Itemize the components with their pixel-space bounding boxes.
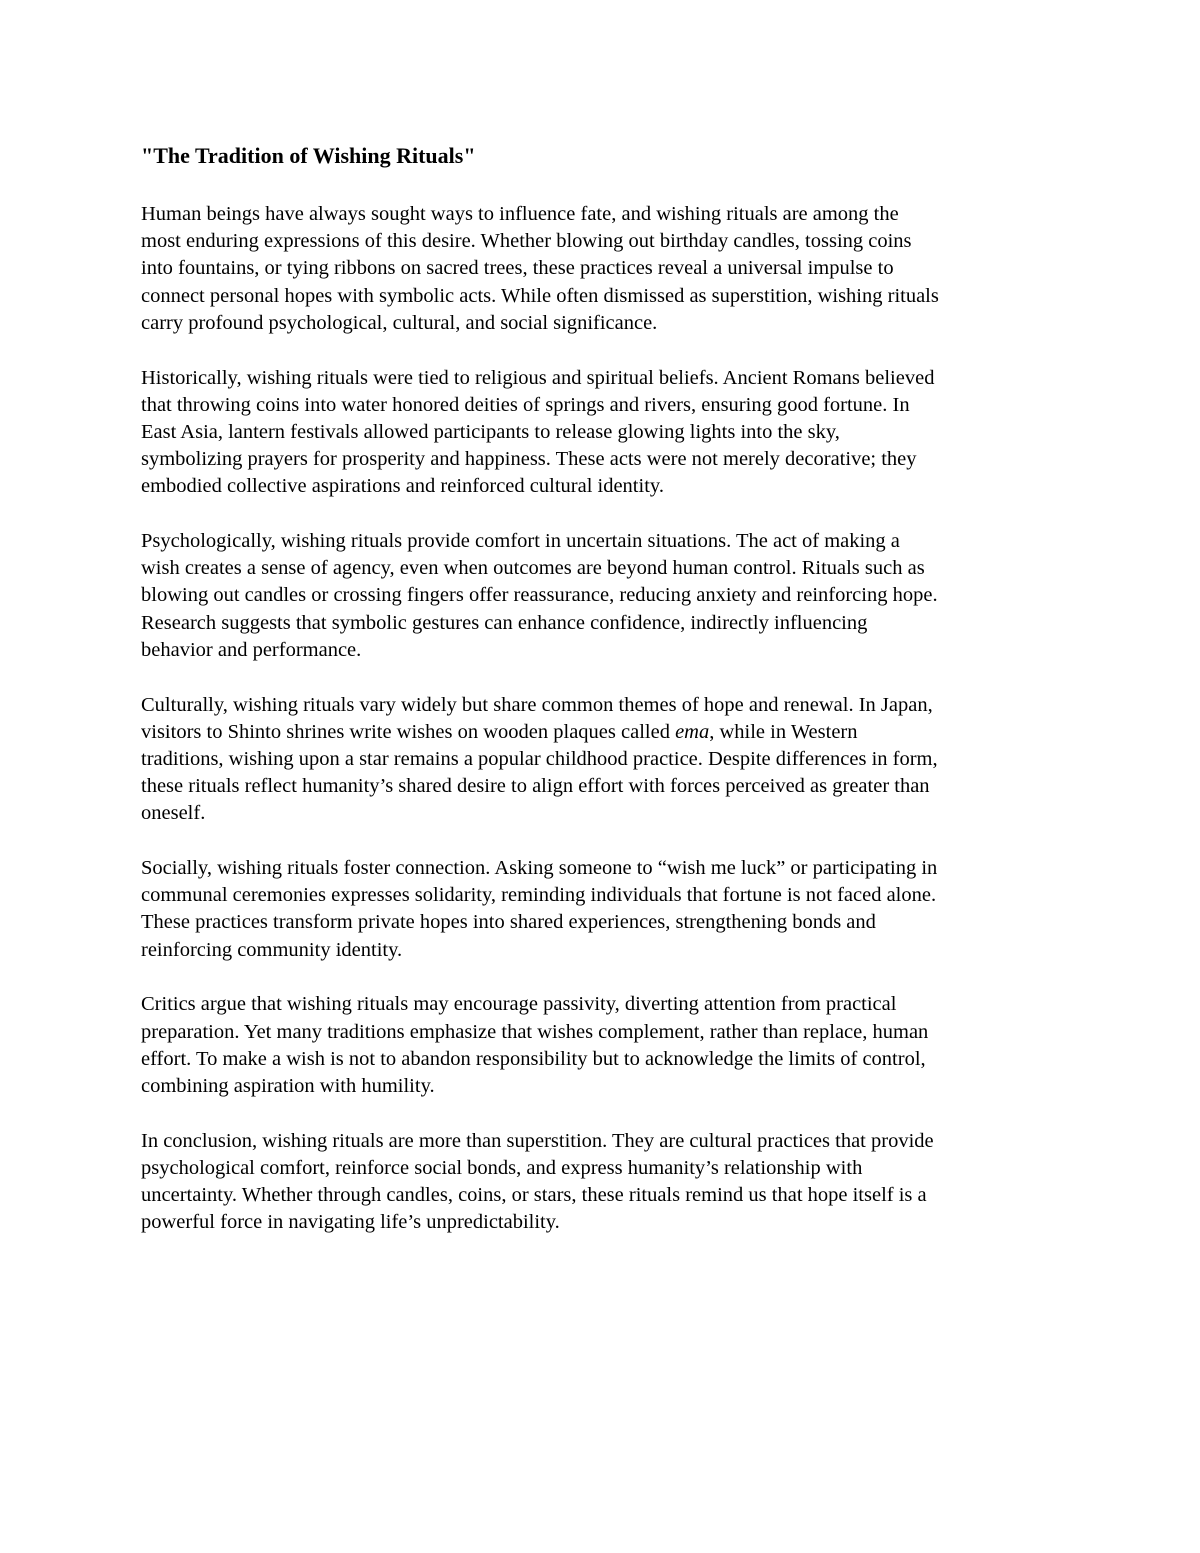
paragraph-introduction: Human beings have always sought ways to influence fate, and wishing rituals are among the most enduring expressions of this desire. Whether blowing out birthday candles, tossing coins into fountains, or tying ribbons on sacred trees, these practices reveal a universal impulse to connect personal hopes with symbolic acts. While often dismissed as superstition, wishing rituals carry profound psychological, cultural, and social significance.: [141, 203, 939, 334]
paragraph-psychological: Psychologically, wishing rituals provide comfort in uncertain situations. The act of making a wish creates a sense of agency, even when outcomes are beyond human control. Rituals such as blowing out candles or crossing fingers offer reassurance, reducing anxiety and reinforcing hope. Research suggests that symbolic gestures can enhance confidence, indirectly influencing behavior and performance.: [141, 530, 938, 661]
paragraph-historical: Historically, wishing rituals were tied to religious and spiritual beliefs. Ancient Romans believed that throwing coins into water honored deities of springs and rivers, ensuring good fortune. In East Asia, lantern festivals allowed participants to release glowing lights into the sky, symbolizing prayers for prosperity and happiness. These acts were not merely decorative; they embodied collective aspirations and reinforced cultural identity.: [141, 366, 935, 498]
paragraph-spacer: [141, 337, 1081, 365]
paragraph-critics: Critics argue that wishing rituals may encourage passivity, diverting attention from practical preparation. Yet many traditions emphasize that wishes complement, rather than replace, human effort. To make a wish is not to abandon responsibility but to acknowledge the limits of control, combining aspiration with humility.: [141, 993, 929, 1097]
paragraph-spacer: [141, 664, 1081, 692]
cultural-text-after: , while in Western traditions, wishing upon a star remains a popular childhood practice. Despite differences in form, these rituals reflect humanity’s shared desire to align effort with forces perceived as greater than oneself.: [141, 720, 938, 825]
document-title: "The Tradition of Wishing Rituals": [141, 143, 476, 168]
paragraph-social: Socially, wishing rituals foster connection. Asking someone to “wish me luck” or participating in communal ceremonies expresses solidarity, reminding individuals that fortune is not faced alone. These practices transform private hopes into shared experiences, strengthening bonds and reinforcing community identity.: [141, 857, 938, 961]
paragraph-spacer: [141, 1100, 1081, 1128]
ema-term: ema: [675, 720, 710, 743]
document-body: [141, 140, 1081, 1237]
paragraph-spacer: [141, 501, 1081, 529]
paragraph-spacer: [141, 828, 1081, 856]
cultural-text-before: Culturally, wishing rituals vary widely but share common themes of hope and renewal. In Japan, visitors to Shinto shrines write wishes on wooden plaques called: [141, 693, 933, 743]
paragraph-spacer: [141, 964, 1081, 992]
paragraph-conclusion: In conclusion, wishing rituals are more than superstition. They are cultural practices that provide psychological comfort, reinforce social bonds, and express humanity’s relationship with uncertainty. Whether through candles, coins, or stars, these rituals remind us that hope itself is a powerful force in navigating life’s unpredictability.: [141, 1129, 934, 1234]
title-spacer: [141, 172, 1081, 201]
paragraph-cultural: [141, 692, 1081, 828]
